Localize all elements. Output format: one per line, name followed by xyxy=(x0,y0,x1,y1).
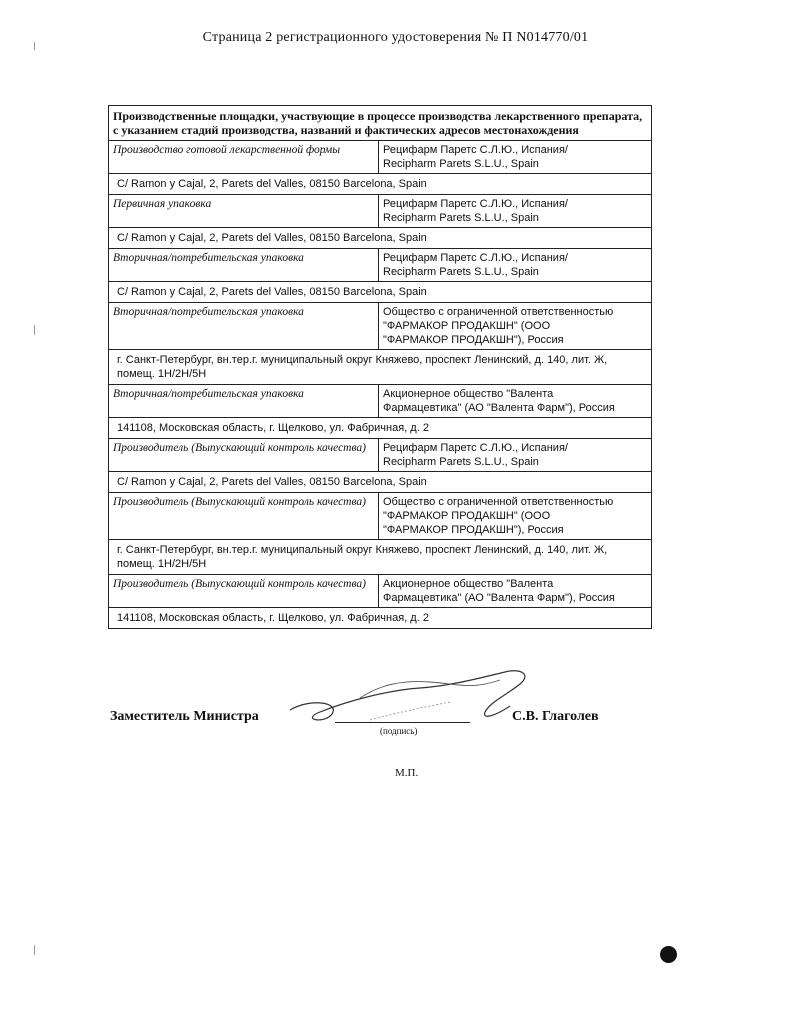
manufacturer-name xyxy=(379,249,652,282)
production-stage: Вторичная/потребительская упаковка xyxy=(109,303,379,350)
site-address: C/ Ramon y Cajal, 2, Parets del Valles, 08150 Barcelona, Spain xyxy=(109,282,652,303)
site-row xyxy=(109,575,652,608)
site-row xyxy=(109,439,652,472)
site-address: г. Санкт-Петербург, вн.тер.г. муниципальный округ Княжево, проспект Ленинский, д. 140, лит. Ж, помещ. 1Н/2Н/5Н xyxy=(109,540,652,575)
manufacturer-name-line: "ФАРМАКОР ПРОДАКШН"), Россия xyxy=(383,334,564,346)
manufacturer-name xyxy=(379,385,652,418)
manufacturer-name xyxy=(379,195,652,228)
address-row xyxy=(109,472,652,493)
site-address: C/ Ramon y Cajal, 2, Parets del Valles, 08150 Barcelona, Spain xyxy=(109,228,652,249)
production-stage: Производитель (Выпускающий контроль качества) xyxy=(109,439,379,472)
manufacturer-name-line: Рецифарм Паретс С.Л.Ю., Испания/ xyxy=(383,198,568,210)
ink-dot-mark xyxy=(660,946,677,963)
margin-mark xyxy=(34,42,35,50)
production-stage: Вторичная/потребительская упаковка xyxy=(109,385,379,418)
manufacturer-name xyxy=(379,575,652,608)
site-row xyxy=(109,385,652,418)
signature-caption: (подпись) xyxy=(380,726,418,736)
site-address: C/ Ramon y Cajal, 2, Parets del Valles, 08150 Barcelona, Spain xyxy=(109,174,652,195)
manufacturer-name-line: Фармацевтика" (АО "Валента Фарм"), Россия xyxy=(383,402,615,414)
margin-mark xyxy=(34,325,35,335)
manufacturer-name-line: Общество с ограниченной ответственностью xyxy=(383,496,614,508)
address-row xyxy=(109,174,652,195)
address-row xyxy=(109,540,652,575)
manufacturer-name xyxy=(379,439,652,472)
production-stage: Производитель (Выпускающий контроль качества) xyxy=(109,493,379,540)
site-row xyxy=(109,249,652,282)
manufacturer-name xyxy=(379,141,652,174)
site-address: 141108, Московская область, г. Щелково, ул. Фабричная, д. 2 xyxy=(109,418,652,439)
manufacturer-name-line: Общество с ограниченной ответственностью xyxy=(383,306,614,318)
address-row xyxy=(109,418,652,439)
address-row xyxy=(109,608,652,629)
manufacturer-name-line: Recipharm Parets S.L.U., Spain xyxy=(383,266,539,278)
site-row xyxy=(109,195,652,228)
manufacturer-name-line: Recipharm Parets S.L.U., Spain xyxy=(383,212,539,224)
manufacturer-name-line: "ФАРМАКОР ПРОДАКШН" (ООО xyxy=(383,320,551,332)
manufacturer-name-line: Рецифарм Паретс С.Л.Ю., Испания/ xyxy=(383,442,568,454)
manufacturer-name-line: Акционерное общество "Валента xyxy=(383,388,554,400)
manufacturer-name-line: "ФАРМАКОР ПРОДАКШН"), Россия xyxy=(383,524,564,536)
production-stage: Первичная упаковка xyxy=(109,195,379,228)
manufacturer-name xyxy=(379,493,652,540)
manufacturer-name-line: Акционерное общество "Валента xyxy=(383,578,554,590)
manufacturer-name-line: Рецифарм Паретс С.Л.Ю., Испания/ xyxy=(383,252,568,264)
stamp-place-label: М.П. xyxy=(395,767,419,779)
address-row xyxy=(109,282,652,303)
manufacturer-name-line: Рецифарм Паретс С.Л.Ю., Испания/ xyxy=(383,144,568,156)
site-row xyxy=(109,141,652,174)
site-address: C/ Ramon y Cajal, 2, Parets del Valles, 08150 Barcelona, Spain xyxy=(109,472,652,493)
handwritten-signature xyxy=(270,650,570,760)
margin-mark xyxy=(34,945,35,955)
production-stage: Производство готовой лекарственной формы xyxy=(109,141,379,174)
page-header: Страница 2 регистрационного удостоверения № П N014770/01 xyxy=(202,30,589,45)
table-title-row xyxy=(109,106,652,141)
manufacturer-name xyxy=(379,303,652,350)
address-row xyxy=(109,350,652,385)
site-row xyxy=(109,493,652,540)
manufacturer-name-line: Recipharm Parets S.L.U., Spain xyxy=(383,158,539,170)
site-row xyxy=(109,303,652,350)
manufacturer-name-line: Фармацевтика" (АО "Валента Фарм"), Россия xyxy=(383,592,615,604)
site-address: г. Санкт-Петербург, вн.тер.г. муниципальный округ Княжево, проспект Ленинский, д. 140, лит. Ж, помещ. 1Н/2Н/5Н xyxy=(109,350,652,385)
manufacturer-name-line: "ФАРМАКОР ПРОДАКШН" (ООО xyxy=(383,510,551,522)
signer-name: С.В. Глаголев xyxy=(512,709,599,724)
production-sites-table xyxy=(108,105,652,629)
address-row xyxy=(109,228,652,249)
production-stage: Производитель (Выпускающий контроль качества) xyxy=(109,575,379,608)
manufacturer-name-line: Recipharm Parets S.L.U., Spain xyxy=(383,456,539,468)
site-address: 141108, Московская область, г. Щелково, ул. Фабричная, д. 2 xyxy=(109,608,652,629)
production-stage: Вторичная/потребительская упаковка xyxy=(109,249,379,282)
table-title: Производственные площадки, участвующие в процессе производства лекарственного препарата, с указанием стадий производства, названий и фактических адресов местонахождения xyxy=(109,106,652,141)
signer-role: Заместитель Министра xyxy=(110,709,259,724)
